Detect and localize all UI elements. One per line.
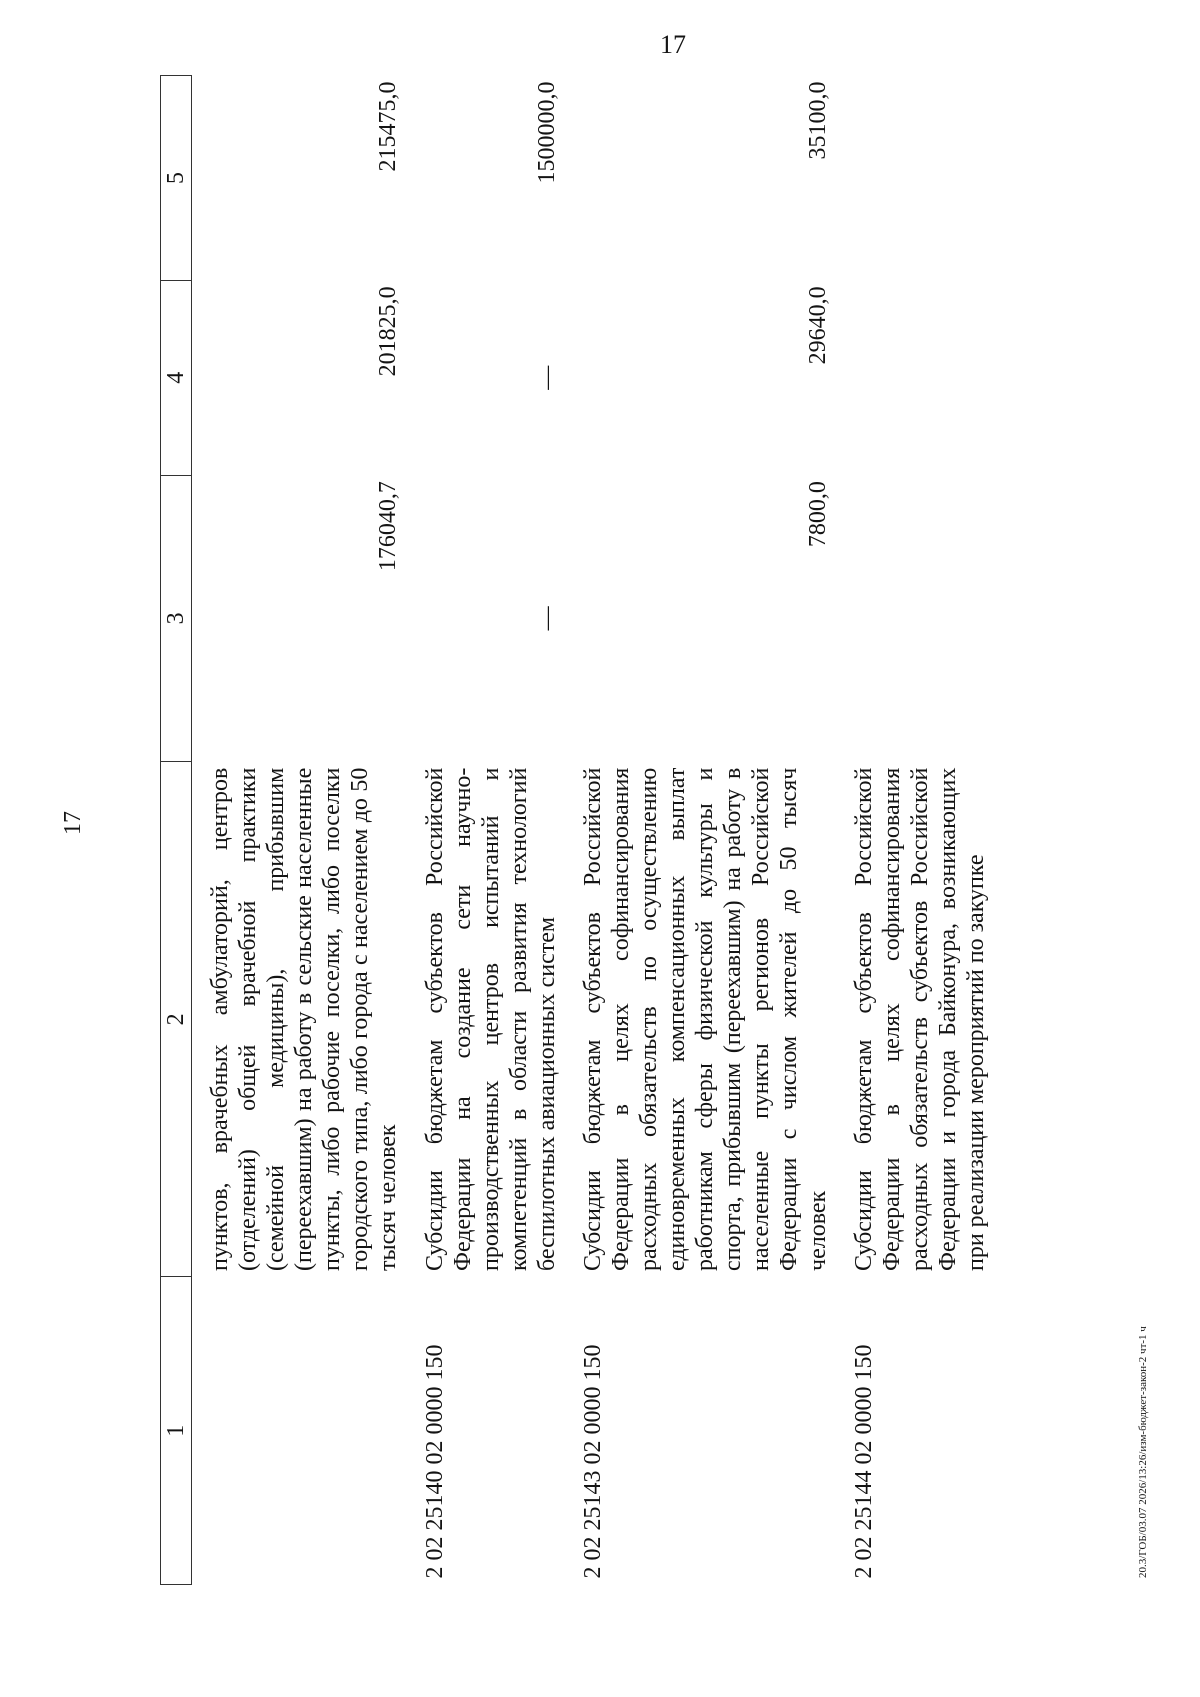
amount-col-3: 176040,7 bbox=[375, 481, 402, 572]
amount-col-5 bbox=[836, 76, 994, 281]
table-header-row bbox=[161, 76, 192, 1585]
amount-col-4: — bbox=[533, 365, 560, 390]
table-row bbox=[565, 76, 836, 1585]
amount-col-4 bbox=[836, 280, 994, 475]
amount-col-3: — bbox=[533, 606, 560, 631]
budget-description: Субсидии бюджетам субъектов Российской Федерации на создание сети научно-производственных центров испытаний и компетенций в области развития технологий беспилотных авиационных систем bbox=[421, 767, 560, 1271]
header-col-4: 4 bbox=[161, 280, 192, 475]
amount-col-4: 201825,0 bbox=[375, 286, 402, 377]
amount-col-3 bbox=[836, 475, 994, 762]
header-col-5: 5 bbox=[161, 76, 192, 281]
budget-description: Субсидии бюджетам субъектов Российской Федерации в целях софинансирования расходных обязательств субъектов Российской Федерации и города Байконура, возникающих при реализации мероприятий по закупке bbox=[850, 767, 989, 1271]
budget-table-container bbox=[160, 75, 989, 1585]
amount-col-5: 35100,0 bbox=[804, 81, 831, 160]
table-row bbox=[192, 76, 407, 1585]
header-col-2: 2 bbox=[161, 762, 192, 1277]
table-row bbox=[836, 76, 994, 1585]
header-col-3: 3 bbox=[161, 475, 192, 762]
page-number: 17 bbox=[660, 30, 686, 59]
page-number-rotated: 17 bbox=[60, 811, 86, 835]
budget-code: 2 02 25140 02 0000 150 bbox=[421, 1344, 448, 1579]
budget-code: 2 02 25143 02 0000 150 bbox=[579, 1344, 606, 1579]
amount-col-4: 29640,0 bbox=[804, 286, 831, 365]
budget-code: 2 02 25144 02 0000 150 bbox=[850, 1344, 877, 1579]
budget-description: Субсидии бюджетам субъектов Российской Федерации в целях софинансирования расходных обязательств по осуществлению единовременных компенсационных выплат работникам сферы физической культуры и спорта, прибывшим (переехавшим) на работу в населенные пункты регионов Российской Федерации с числом жителей до 50 тысяч человек bbox=[579, 767, 831, 1271]
amount-col-5: 1500000,0 bbox=[533, 81, 560, 184]
amount-col-5: 215475,0 bbox=[375, 81, 402, 172]
header-col-1: 1 bbox=[161, 1277, 192, 1585]
budget-description: пунктов, врачебных амбулаторий, центров (отделений) общей врачебной практики (семейной медицины), прибывшим (переехавшим) на работу в сельские населенные пункты, либо рабочие поселки, либо поселки городского типа, либо города с населением до 50 тысяч человек bbox=[207, 767, 402, 1271]
budget-code bbox=[192, 1277, 407, 1585]
document-footer-code: 20.3/ГОБ/03.07 2026/13:26/изм-бюджет-закон-2 чт-1 ч bbox=[1137, 1326, 1149, 1578]
amount-col-3: 7800,0 bbox=[804, 481, 831, 548]
table-row bbox=[407, 76, 565, 1585]
budget-table bbox=[160, 75, 994, 1585]
